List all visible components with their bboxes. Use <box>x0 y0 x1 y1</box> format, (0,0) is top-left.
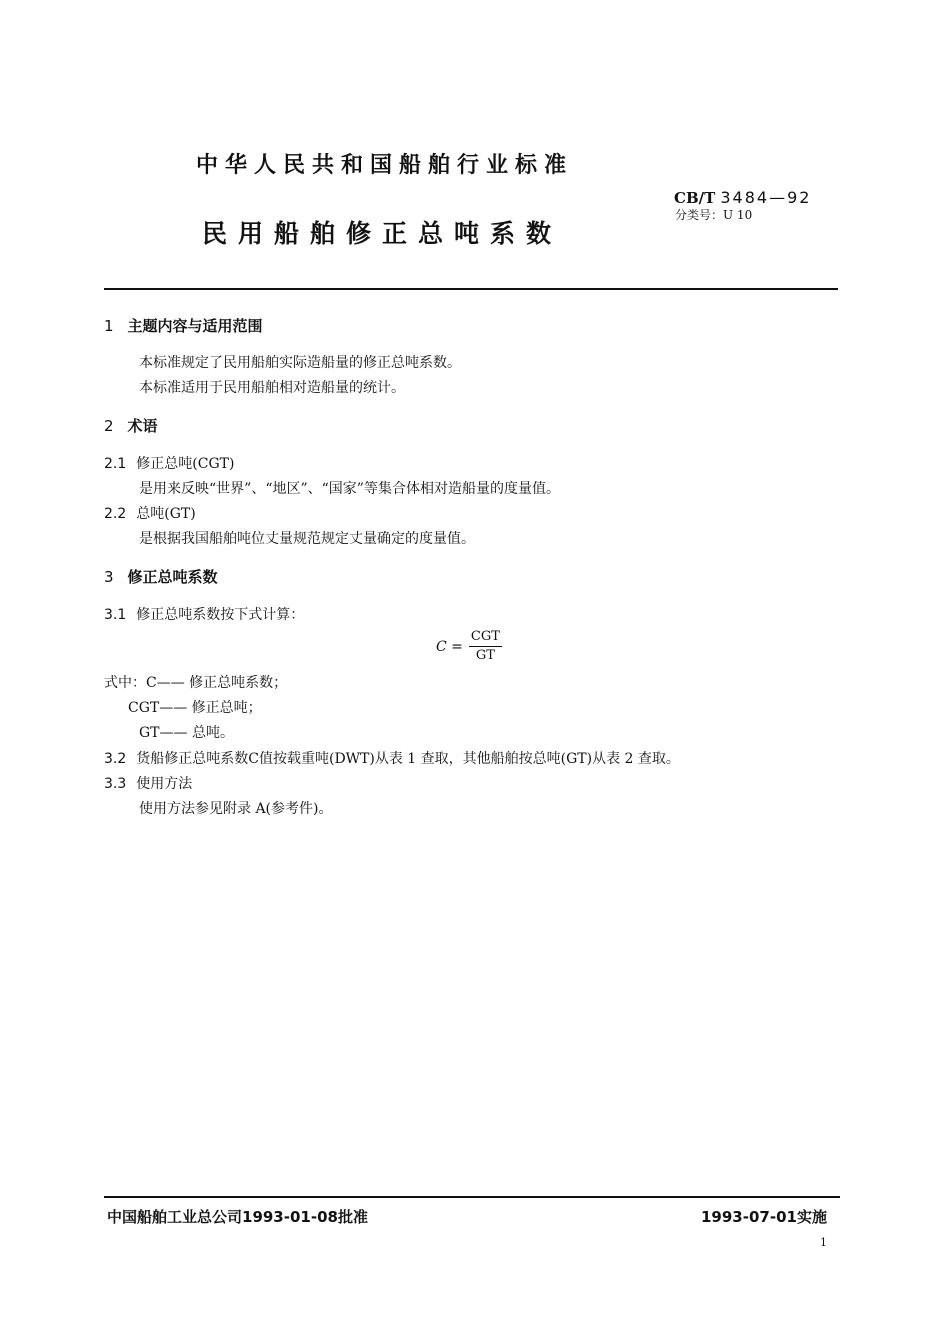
subsection-title: 使用方法 <box>136 776 193 792</box>
doc-title: 民用船舶修正总吨系数 <box>202 219 563 248</box>
header-divider <box>104 288 838 290</box>
subsection-body: 货船修正总吨系数C值按载重吨(DWT)从表 1 查取，其他船舶按总吨(GT)从表 2 查取。 <box>136 751 680 767</box>
paragraph: 是根据我国船舶吨位丈量规范规定丈量确定的度量值。 <box>139 531 475 547</box>
subsection-title: 总吨(GT) <box>136 506 196 522</box>
subsection-number: 2.2 <box>104 506 127 522</box>
formula-lhs: C = <box>436 638 463 655</box>
formula-where-line: 式中：C—— 修正总吨系数； <box>104 675 288 691</box>
subsection-2-1-heading <box>104 453 234 473</box>
section-3-heading <box>104 566 218 587</box>
org-title: 中华人民共和国船舶行业标准 <box>196 152 574 178</box>
effective-date: 1993-07-01实施 <box>701 1208 827 1226</box>
paragraph: 本标准规定了民用船舶实际造船量的修正总吨系数。 <box>139 355 461 371</box>
approval-date: 中国船舶工业总公司1993-01-08批准 <box>107 1208 368 1226</box>
page-number: 1 <box>820 1236 827 1249</box>
section-title: 修正总吨系数 <box>127 568 218 586</box>
subsection-3-3-heading <box>104 773 192 793</box>
footer-divider <box>104 1196 840 1198</box>
standard-number <box>674 188 811 207</box>
formula-numerator: CGT <box>469 628 502 647</box>
subsection-number: 2.1 <box>104 456 127 472</box>
formula-where-line: CGT—— 修正总吨； <box>128 700 262 716</box>
subsection-title: 修正总吨(CGT) <box>136 456 235 472</box>
formula <box>436 628 502 665</box>
classification-number: 分类号：U 10 <box>675 208 753 222</box>
section-1-heading <box>104 315 263 336</box>
section-number: 2 <box>104 417 114 435</box>
subsection-2-2-heading <box>104 503 196 523</box>
section-2-heading <box>104 415 158 436</box>
formula-where-line: GT—— 总吨。 <box>139 725 234 741</box>
formula-denominator: GT <box>475 648 495 663</box>
subsection-number: 3.3 <box>104 776 127 792</box>
subsection-3-2 <box>104 748 680 768</box>
standard-serial: 3484—92 <box>720 188 812 207</box>
paragraph: 使用方法参见附录 A(参考件)。 <box>139 801 333 817</box>
paragraph: 是用来反映“世界”、“地区”、“国家”等集合体相对造船量的度量值。 <box>139 481 560 497</box>
section-number: 1 <box>104 317 114 335</box>
standard-code: CB/T <box>674 189 716 207</box>
formula-fraction <box>469 628 502 665</box>
section-number: 3 <box>104 568 114 586</box>
section-title: 术语 <box>127 417 158 435</box>
section-title: 主题内容与适用范围 <box>127 317 263 335</box>
subsection-3-1-heading <box>104 604 304 624</box>
paragraph: 本标准适用于民用船舶相对造船量的统计。 <box>139 380 405 396</box>
subsection-number: 3.1 <box>104 607 127 623</box>
subsection-title: 修正总吨系数按下式计算： <box>136 607 305 623</box>
subsection-number: 3.2 <box>104 751 127 767</box>
